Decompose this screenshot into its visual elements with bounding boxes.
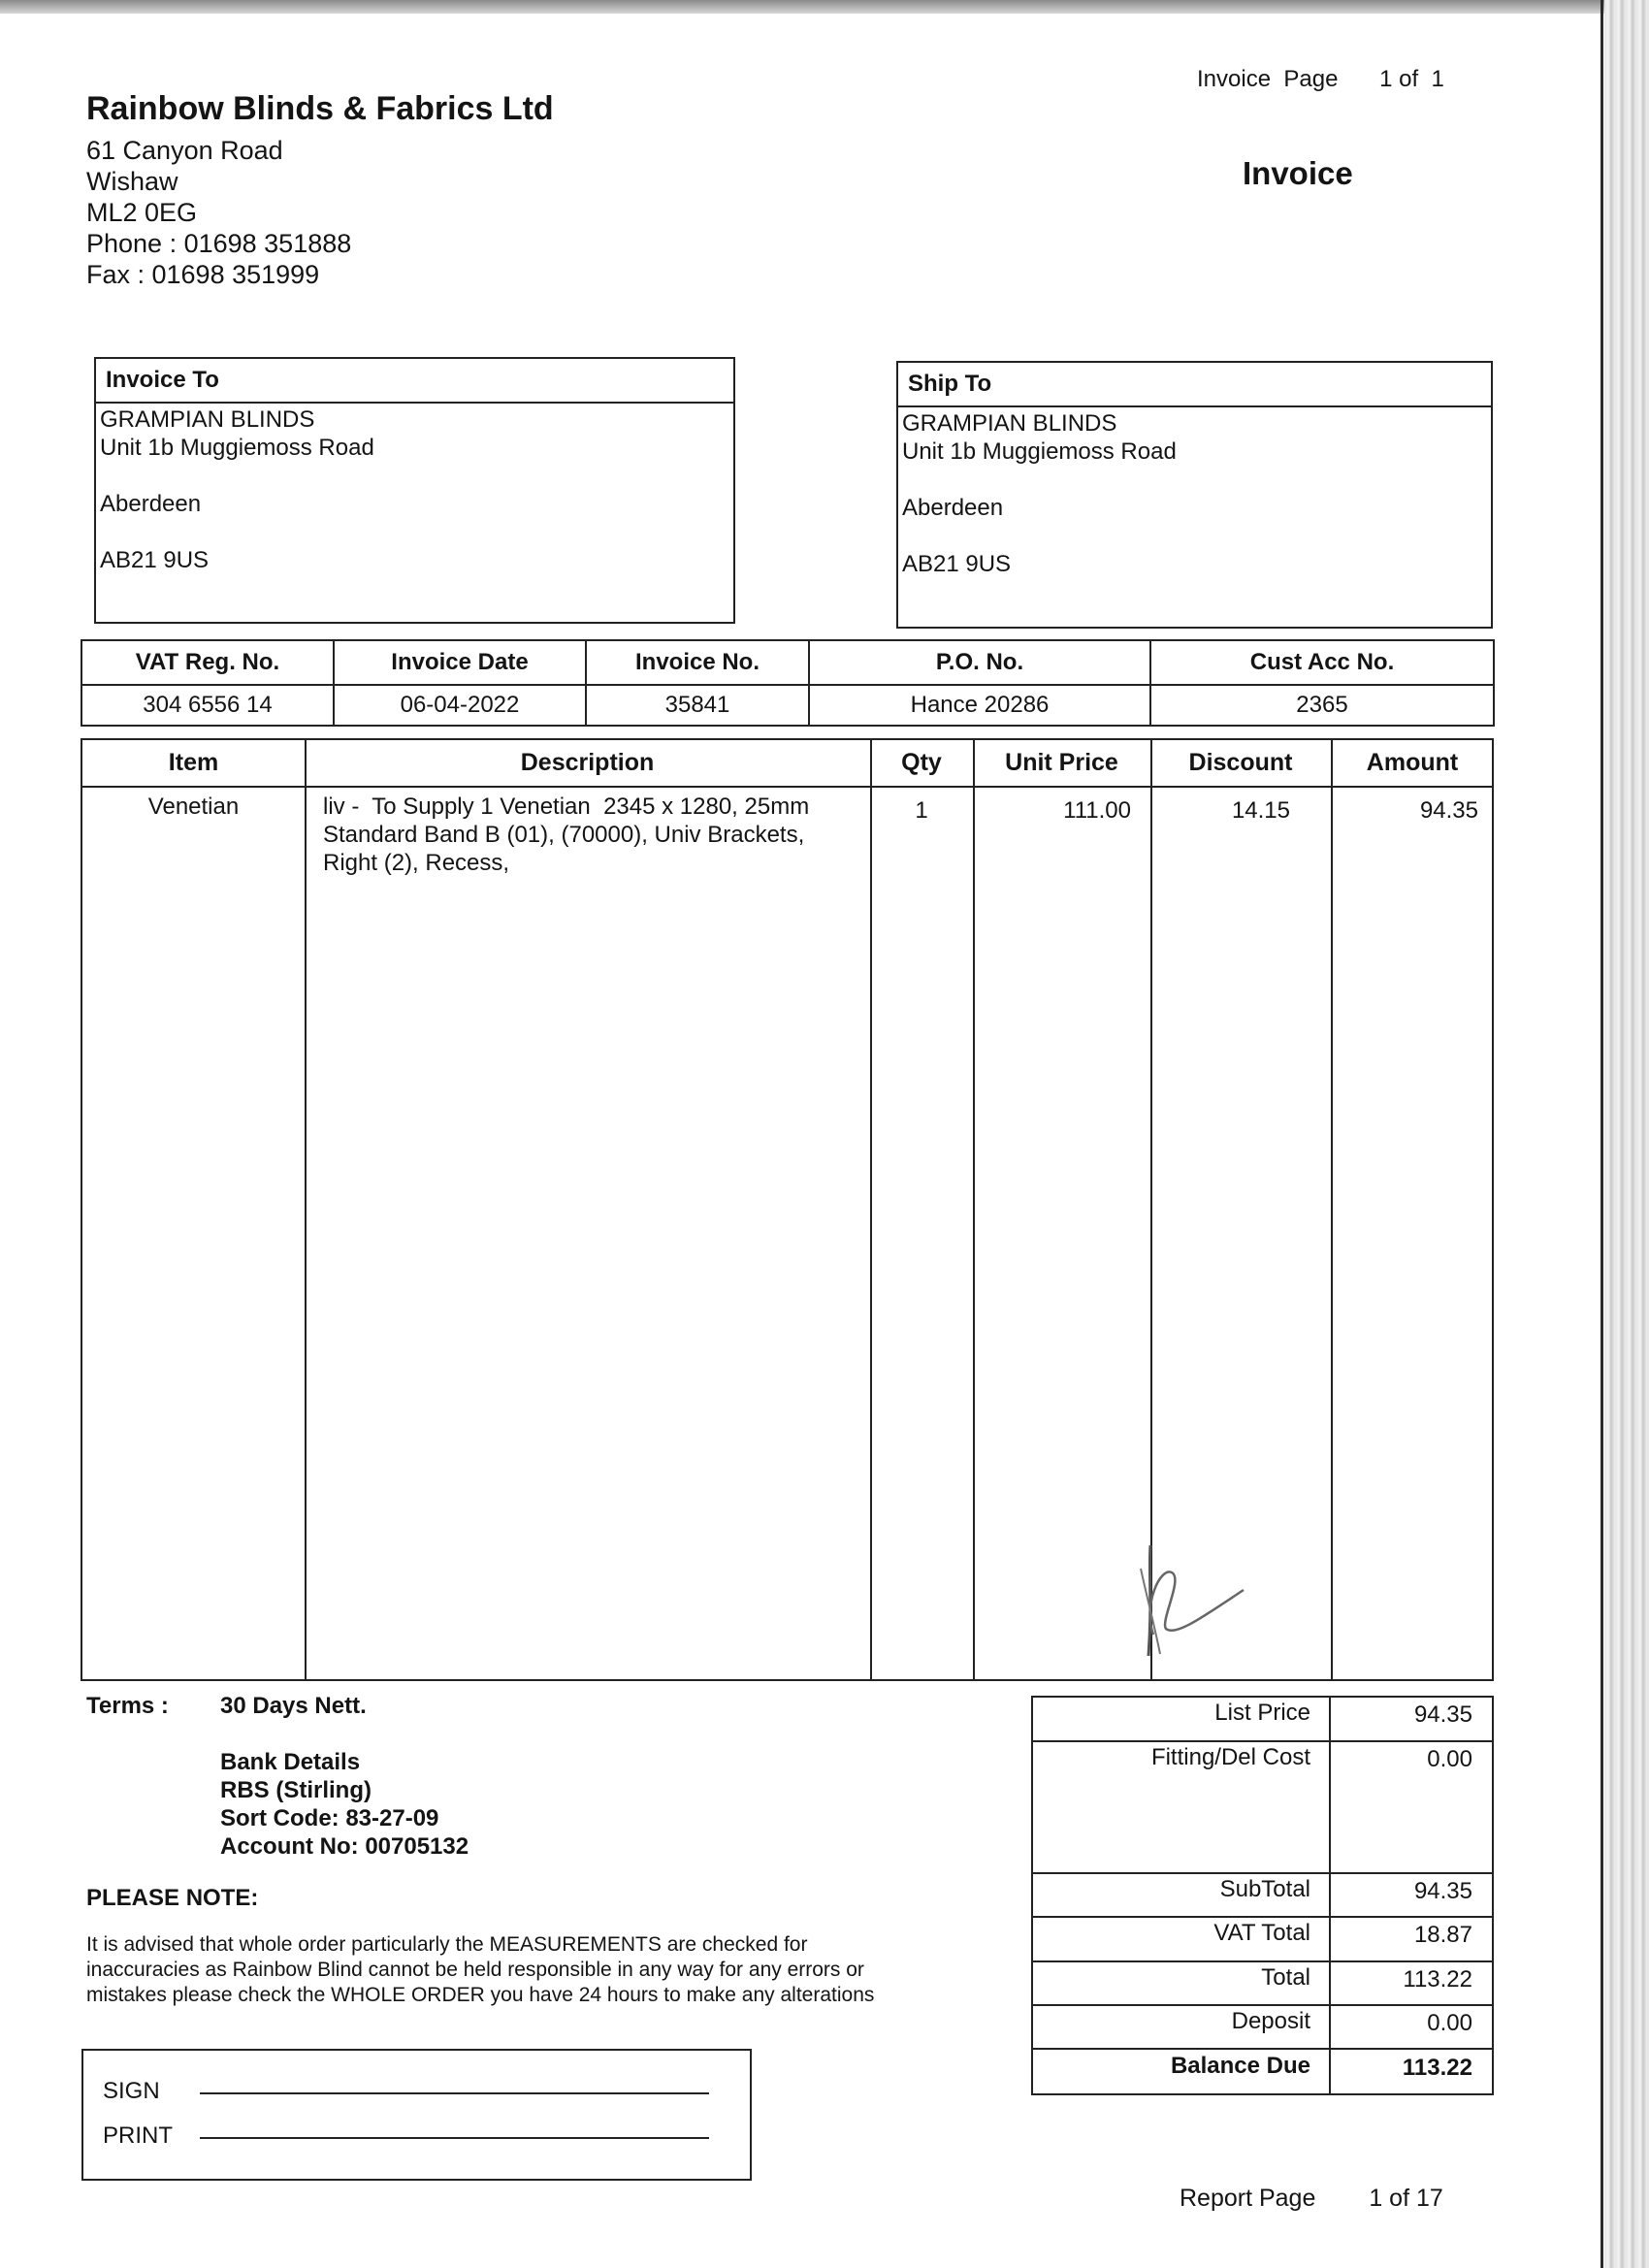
- sign-box: [81, 2049, 752, 2181]
- company-address: [86, 135, 351, 290]
- balance-due-label: Balance Due: [1170, 2053, 1310, 2079]
- bank-details-title: Bank Details: [220, 1749, 361, 1775]
- list-price-value: 94.35: [1413, 1701, 1472, 1728]
- scan-top-edge: [0, 0, 1649, 14]
- print-label: PRINT: [103, 2122, 173, 2149]
- ship-to-title: Ship To: [898, 363, 1491, 407]
- fitting-cost-value: 0.00: [1427, 1746, 1472, 1772]
- totals-row-line: [1033, 1960, 1492, 1962]
- qty-header: Qty: [901, 749, 942, 776]
- description-line: Standard Band B (01), (70000), Univ Brackets,: [323, 822, 805, 848]
- invoice-no-header: Invoice No.: [586, 640, 809, 685]
- totals-row-line: [1033, 1872, 1492, 1874]
- note-line: inaccuracies as Rainbow Blind cannot be held responsible in any way for any errors or: [86, 1959, 864, 1981]
- discount-header: Discount: [1188, 749, 1293, 776]
- vat-total-value: 18.87: [1413, 1922, 1472, 1948]
- address-line: GRAMPIAN BLINDS: [100, 406, 315, 433]
- cust-acc-header: Cust Acc No.: [1150, 640, 1494, 685]
- balance-due-value: 113.22: [1402, 2055, 1472, 2081]
- items-table: [81, 738, 1494, 1681]
- invoice-to-box: [94, 357, 735, 624]
- totals-divider: [1329, 1698, 1331, 2093]
- subtotal-value: 94.35: [1413, 1878, 1472, 1904]
- totals-row-line: [1033, 1740, 1492, 1742]
- invoice-page-indicator: [1197, 66, 1444, 93]
- print-line[interactable]: [200, 2137, 709, 2139]
- invoice-to-title: Invoice To: [96, 359, 733, 404]
- line-item-description: [323, 793, 866, 877]
- invoice-meta-table: [81, 639, 1495, 727]
- invoice-date-value: 06-04-2022: [334, 685, 586, 726]
- column-divider: [973, 740, 975, 1679]
- unit-price-header: Unit Price: [1005, 749, 1118, 776]
- address-line: [100, 462, 733, 490]
- terms-label: Terms :: [86, 1693, 169, 1719]
- vat-total-label: VAT Total: [1213, 1920, 1310, 1946]
- total-value: 113.22: [1403, 1966, 1472, 1993]
- totals-table: [1031, 1696, 1494, 2095]
- invoice-to-address: [96, 404, 733, 574]
- please-note-text: [86, 1932, 988, 2008]
- address-line: GRAMPIAN BLINDS: [902, 410, 1117, 437]
- invoice-date-header: Invoice Date: [334, 640, 586, 685]
- column-divider: [1331, 740, 1333, 1679]
- cust-acc-value: 2365: [1150, 685, 1494, 726]
- description-line: Right (2), Recess,: [323, 850, 510, 876]
- meta-header-row: [81, 640, 1494, 685]
- fitting-cost-label: Fitting/Del Cost: [1150, 1744, 1310, 1770]
- please-note-title: PLEASE NOTE:: [86, 1885, 259, 1911]
- line-item-unit-price: 111.00: [1063, 797, 1131, 824]
- vat-reg-value: 304 6556 14: [81, 685, 334, 726]
- deposit-value: 0.00: [1427, 2010, 1472, 2036]
- address-line: AB21 9US: [902, 551, 1012, 577]
- address-line: Aberdeen: [100, 491, 202, 517]
- bank-details: [220, 1748, 469, 1861]
- totals-row-line: [1033, 2048, 1492, 2050]
- document-title: Invoice: [1243, 155, 1353, 191]
- column-divider: [870, 740, 872, 1679]
- note-line: It is advised that whole order particularly the MEASUREMENTS are checked for: [86, 1933, 808, 1956]
- ship-to-address: [898, 407, 1491, 578]
- address-line: Aberdeen: [902, 495, 1004, 521]
- deposit-label: Deposit: [1231, 2008, 1310, 2034]
- sign-label: SIGN: [103, 2078, 160, 2104]
- list-price-label: List Price: [1214, 1700, 1310, 1726]
- account-number: Account No: 00705132: [220, 1833, 469, 1860]
- line-item-amount: 94.35: [1419, 797, 1478, 824]
- ship-to-box: [896, 361, 1493, 629]
- item-header: Item: [168, 749, 219, 776]
- line-item-name: Venetian: [147, 794, 240, 820]
- invoice-page-value: 1 of 1: [1379, 66, 1444, 92]
- company-phone: Phone : 01698 351888: [86, 229, 352, 258]
- bank-name: RBS (Stirling): [220, 1777, 372, 1803]
- total-label: Total: [1261, 1964, 1310, 1991]
- address-line: AB21 9US: [100, 547, 210, 573]
- terms-value: 30 Days Nett.: [220, 1693, 367, 1719]
- company-address-line: ML2 0EG: [86, 198, 198, 227]
- column-divider: [305, 740, 307, 1679]
- line-item-discount: 14.15: [1231, 797, 1290, 824]
- po-no-value: Hance 20286: [809, 685, 1150, 726]
- meta-value-row: [81, 685, 1494, 726]
- note-line: mistakes please check the WHOLE ORDER you have 24 hours to make any alterations: [86, 1984, 875, 2006]
- items-header-divider: [82, 786, 1492, 788]
- company-name: Rainbow Blinds & Fabrics Ltd: [86, 90, 554, 127]
- sign-line[interactable]: [200, 2092, 709, 2094]
- report-page-value: 1 of 17: [1369, 2185, 1443, 2212]
- totals-row-line: [1033, 2004, 1492, 2006]
- company-fax: Fax : 01698 351999: [86, 260, 320, 289]
- sort-code: Sort Code: 83-27-09: [220, 1805, 439, 1831]
- subtotal-label: SubTotal: [1219, 1876, 1310, 1902]
- address-line: [100, 518, 733, 546]
- invoice-page-label: Invoice Page: [1197, 66, 1339, 92]
- company-address-line: 61 Canyon Road: [86, 136, 283, 165]
- report-page-label: Report Page: [1180, 2185, 1316, 2212]
- line-item-qty: 1: [915, 797, 928, 824]
- amount-header: Amount: [1366, 749, 1459, 776]
- report-page-indicator: [1180, 2185, 1443, 2213]
- paper-edge: [1600, 0, 1603, 2268]
- totals-row-line: [1033, 1916, 1492, 1918]
- address-line: [902, 466, 1491, 494]
- handwritten-initial: [1121, 1528, 1257, 1664]
- address-line: [902, 522, 1491, 550]
- vat-reg-header: VAT Reg. No.: [81, 640, 334, 685]
- scan-right-edge: [1604, 0, 1649, 2268]
- po-no-header: P.O. No.: [809, 640, 1150, 685]
- company-address-line: Wishaw: [86, 167, 178, 196]
- address-line: Unit 1b Muggiemoss Road: [100, 435, 374, 461]
- description-line: liv - To Supply 1 Venetian 2345 x 1280, 25mm: [323, 794, 810, 820]
- description-header: Description: [520, 749, 655, 776]
- address-line: Unit 1b Muggiemoss Road: [902, 438, 1177, 465]
- invoice-no-value: 35841: [586, 685, 809, 726]
